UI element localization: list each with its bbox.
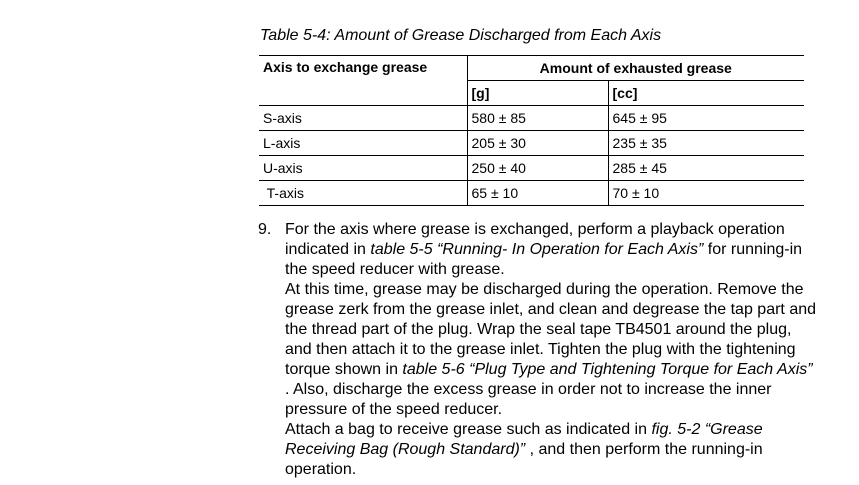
step-paragraph-2: [285, 280, 818, 420]
grams-cell: 205 ± 30: [467, 131, 608, 156]
text: for running-in the speed reducer with grease.: [285, 241, 803, 278]
header-amount: Amount of exhausted grease: [467, 56, 804, 81]
table-reference-link: table 5-5 “Running- In Operation for Each Axis”: [370, 241, 704, 258]
table-row: [259, 156, 804, 181]
text: Attach a bag to receive grease such as indicated in: [285, 421, 652, 438]
text: At this time, grease may be discharged during the operation. Remove the grease zerk from the grease inlet, and clean and degrease the tap part and the thread part of the plug. Wrap the seal tape TB4501 around the plug, and then attach it to the grease inlet. Tighten the plug with the tightening torque shown in: [285, 281, 817, 378]
grams-cell: 65 ± 10: [467, 181, 608, 206]
table-row: [259, 131, 804, 156]
cc-cell: 645 ± 95: [608, 106, 804, 131]
table-header-row: [259, 56, 804, 81]
cc-cell: 285 ± 45: [608, 156, 804, 181]
table-reference-link: table 5-6 “Plug Type and Tightening Torque for Each Axis”: [402, 361, 813, 378]
cc-cell: 235 ± 35: [608, 131, 804, 156]
grams-cell: 580 ± 85: [467, 106, 608, 131]
header-axis: Axis to exchange grease: [259, 56, 467, 106]
table-caption: Table 5-4: Amount of Grease Discharged from Each Axis: [260, 27, 662, 44]
figure-reference-link: fig. 5-2 “Grease Receiving Bag (Rough Standard)”: [285, 421, 763, 458]
axis-cell: T-axis: [259, 181, 467, 206]
instruction-step: [258, 220, 818, 480]
axis-cell: L-axis: [259, 131, 467, 156]
grams-cell: 250 ± 40: [467, 156, 608, 181]
table-row: [259, 106, 804, 131]
step-paragraph-1: [285, 220, 818, 280]
axis-cell: S-axis: [259, 106, 467, 131]
step-number: 9.: [258, 221, 272, 238]
table-row: [259, 181, 804, 206]
text: For the axis where grease is exchanged, perform a playback operation indicated in: [285, 221, 785, 258]
unit-g: [g]: [467, 81, 608, 106]
step-paragraph-3: [285, 420, 818, 480]
text: . Also, discharge the excess grease in order not to increase the inner pressure of the speed reducer.: [285, 381, 772, 418]
unit-cc: [cc]: [608, 81, 804, 106]
text: , and then perform the running-in operation.: [285, 441, 763, 478]
step-body: [285, 220, 818, 480]
axis-cell: U-axis: [259, 156, 467, 181]
cc-cell: 70 ± 10: [608, 181, 804, 206]
grease-discharge-table: [259, 55, 804, 206]
